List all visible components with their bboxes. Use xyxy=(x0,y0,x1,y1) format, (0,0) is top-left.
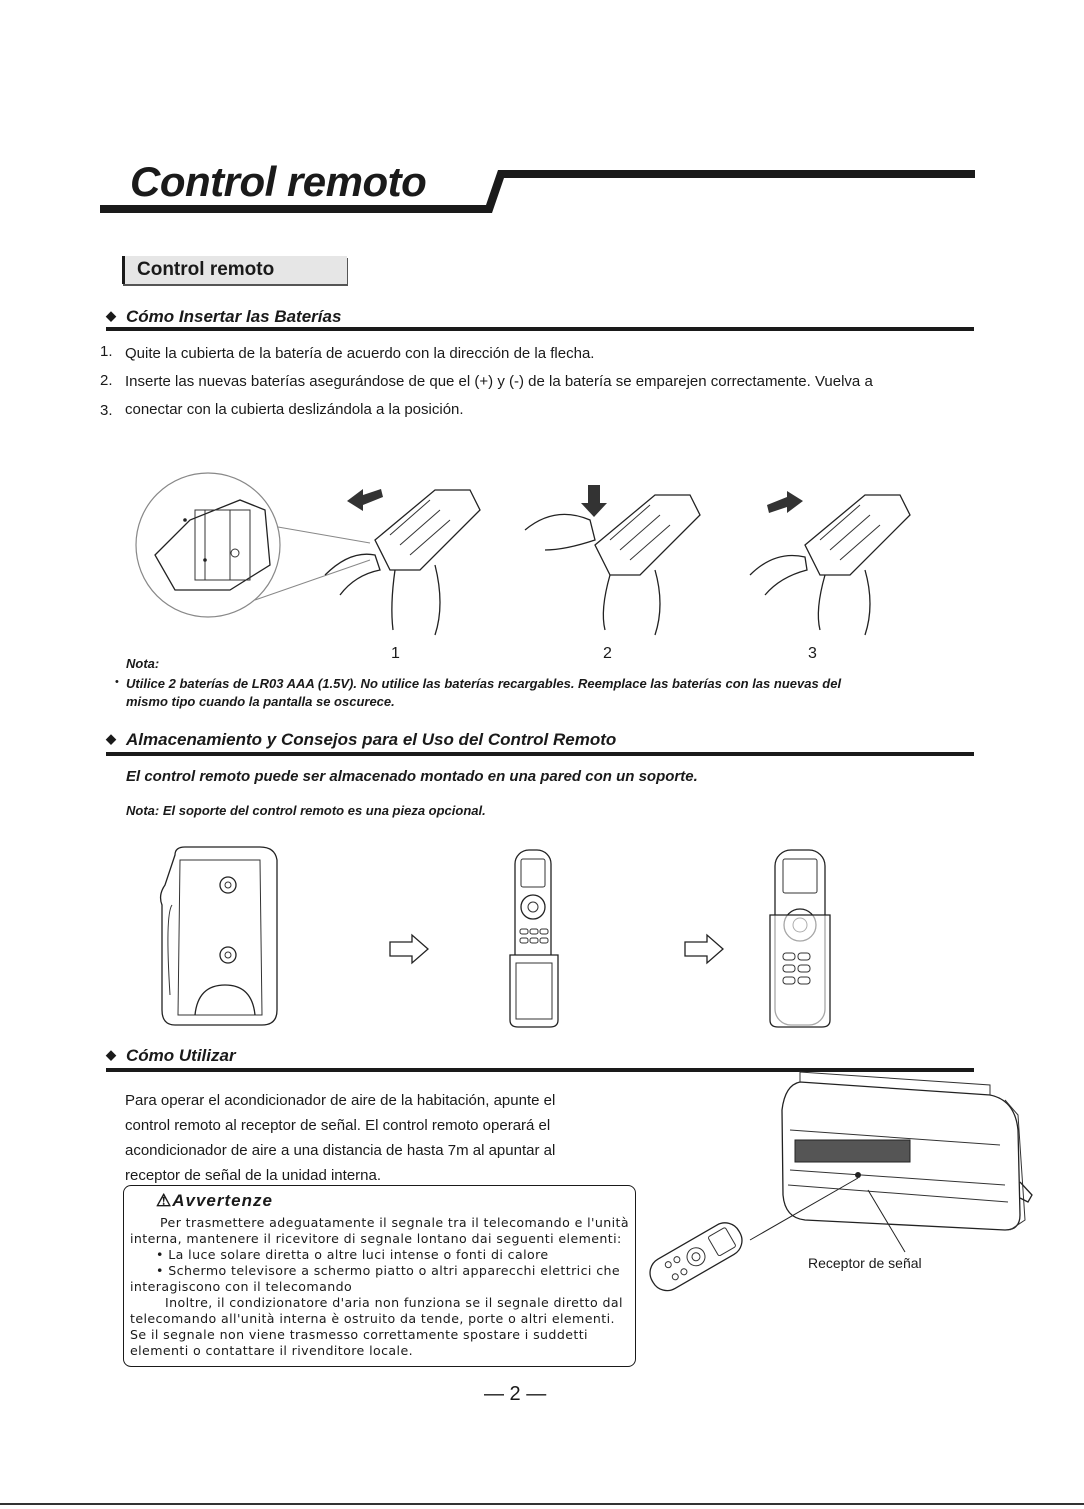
diamond-bullet-icon: ◆ xyxy=(106,731,116,746)
warning-line: Inoltre, il condizionatore d'aria non funziona se il segnale diretto dal xyxy=(165,1295,623,1310)
figure-label: 2 xyxy=(603,645,612,662)
batteries-heading: ◆ Cómo Insertar las Baterías xyxy=(106,307,342,326)
step-text: conectar con la cubierta deslizándola a la posición. xyxy=(125,401,464,418)
figure-label: 3 xyxy=(808,645,817,662)
warning-line: elementi o contattare il rivenditore locale. xyxy=(130,1343,413,1358)
warning-line: interagiscono con il telecomando xyxy=(130,1279,353,1294)
section-label xyxy=(122,256,347,284)
page-title: Control remoto xyxy=(130,158,427,205)
storage-text: El control remoto puede ser almacenado montado en una pared con un soporte. xyxy=(126,768,698,785)
usage-line: acondicionador de aire a una distancia de hasta 7m al apuntar al xyxy=(125,1142,556,1159)
warning-line: telecomando all'unità interna è ostruito da tende, porte o altri elementi. xyxy=(130,1311,615,1326)
step-number: 3. xyxy=(100,402,113,419)
warning-triangle-icon: ⚠ xyxy=(156,1191,173,1210)
note-line: Utilice 2 baterías de LR03 AAA (1.5V). No utilice las baterías recargables. Reemplace las baterías con las nuevas del xyxy=(126,676,842,691)
warning-title: ⚠Avvertenze xyxy=(156,1191,273,1210)
diamond-bullet-icon: ◆ xyxy=(106,308,116,323)
usage-paragraph xyxy=(125,1088,555,1188)
step-text: Quite la cubierta de la batería de acuerdo con la dirección de la flecha. xyxy=(125,345,595,362)
step-number: 1. xyxy=(100,343,113,360)
remote-holder-illustration xyxy=(150,845,850,1035)
usage-heading: ◆ Cómo Utilizar xyxy=(106,1046,236,1065)
diamond-bullet-icon: ◆ xyxy=(106,1047,116,1062)
section-label-text: Control remoto xyxy=(137,259,275,280)
step-text: Inserte las nuevas baterías asegurándose de que el (+) y (-) de la batería se emparejen correctamente. Vuelva a xyxy=(125,373,873,390)
bullet-icon: • xyxy=(115,676,119,688)
figure-label: 1 xyxy=(391,645,400,662)
note-label: Nota: xyxy=(126,656,160,671)
title-rule xyxy=(0,0,1084,220)
divider xyxy=(106,327,974,331)
receptor-label: Receptor de señal xyxy=(808,1255,922,1271)
battery-insertion-illustration xyxy=(135,465,885,645)
warning-line: interna, mantenere il ricevitore di segnale lontano dai seguenti elementi: xyxy=(130,1231,622,1246)
warning-line: • Schermo televisore a schermo piatto o altri apparecchi elettrici che xyxy=(156,1263,621,1278)
page-number: — 2 — xyxy=(484,1383,547,1405)
warning-line: Per trasmettere adeguatamente il segnale tra il telecomando e l'unità xyxy=(160,1215,630,1230)
warning-line: Se il segnale non viene trasmesso correttamente spostare i suddetti xyxy=(130,1327,588,1342)
step-number: 2. xyxy=(100,372,113,389)
bottom-rule xyxy=(0,1503,1084,1505)
warning-line: • La luce solare diretta o altre luci intense o fonti di calore xyxy=(156,1247,549,1262)
usage-line: Para operar el acondicionador de aire de la habitación, apunte el xyxy=(125,1092,556,1109)
usage-line: control remoto al receptor de señal. El control remoto operará el xyxy=(125,1117,551,1134)
note-line: mismo tipo cuando la pantalla se oscurece. xyxy=(126,694,395,709)
storage-heading: ◆ Almacenamiento y Consejos para el Uso del Control Remoto xyxy=(106,730,617,749)
divider xyxy=(106,752,974,756)
usage-line: receptor de señal de la unidad interna. xyxy=(125,1167,382,1184)
storage-note: Nota: El soporte del control remoto es una pieza opcional. xyxy=(126,803,486,818)
